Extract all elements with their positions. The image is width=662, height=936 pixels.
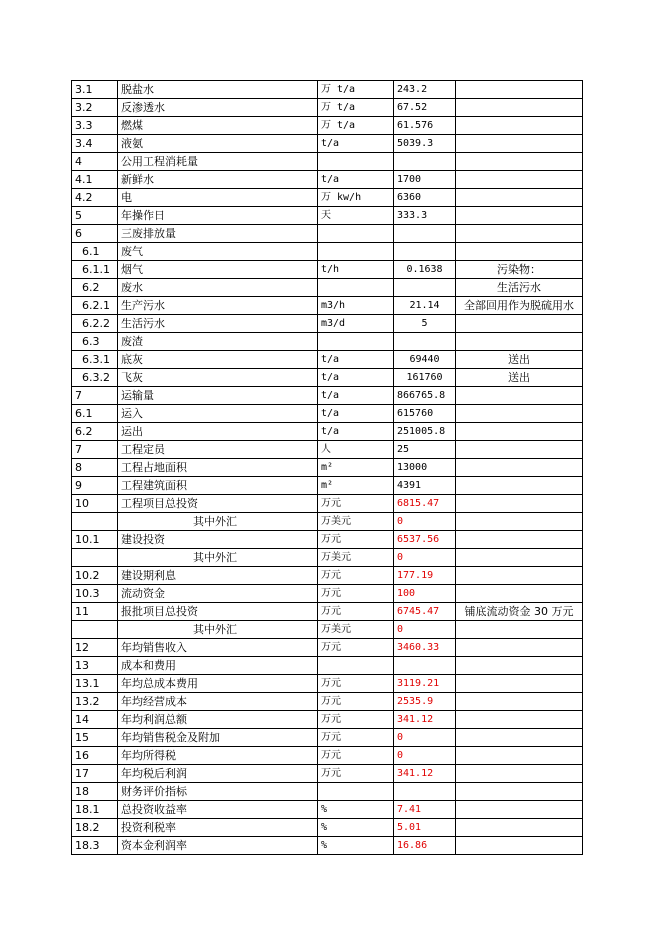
table-row bbox=[72, 567, 583, 585]
cell-item: 脱盐水 bbox=[118, 81, 318, 99]
cell-value: 25 bbox=[394, 441, 456, 459]
cell-idx: 6.1 bbox=[72, 243, 118, 261]
cell-value: 341.12 bbox=[394, 711, 456, 729]
cell-note bbox=[456, 135, 583, 153]
cell-item: 飞灰 bbox=[118, 369, 318, 387]
table-row bbox=[72, 513, 583, 531]
cell-value: 6815.47 bbox=[394, 495, 456, 513]
cell-idx: 7 bbox=[72, 441, 118, 459]
cell-item: 新鲜水 bbox=[118, 171, 318, 189]
cell-note bbox=[456, 711, 583, 729]
cell-value: 615760 bbox=[394, 405, 456, 423]
cell-item: 年均经营成本 bbox=[118, 693, 318, 711]
cell-idx: 3.3 bbox=[72, 117, 118, 135]
cell-note bbox=[456, 783, 583, 801]
cell-value: 4391 bbox=[394, 477, 456, 495]
cell-idx: 15 bbox=[72, 729, 118, 747]
cell-note bbox=[456, 495, 583, 513]
cell-unit: 万美元 bbox=[318, 549, 394, 567]
cell-value: 0.1638 bbox=[394, 261, 456, 279]
cell-item: 三废排放量 bbox=[118, 225, 318, 243]
cell-item: 建设投资 bbox=[118, 531, 318, 549]
cell-value: 6745.47 bbox=[394, 603, 456, 621]
cell-unit: 万元 bbox=[318, 531, 394, 549]
cell-unit: 万元 bbox=[318, 495, 394, 513]
cell-unit: t/a bbox=[318, 405, 394, 423]
table-row bbox=[72, 387, 583, 405]
cell-item: 液氨 bbox=[118, 135, 318, 153]
cell-value: 21.14 bbox=[394, 297, 456, 315]
cell-value: 177.19 bbox=[394, 567, 456, 585]
cell-idx: 6.2.2 bbox=[72, 315, 118, 333]
table-row bbox=[72, 693, 583, 711]
cell-note: 全部回用作为脱硫用水 bbox=[456, 297, 583, 315]
table-row bbox=[72, 189, 583, 207]
cell-unit: m² bbox=[318, 477, 394, 495]
cell-note bbox=[456, 639, 583, 657]
table-row bbox=[72, 351, 583, 369]
cell-unit: m3/h bbox=[318, 297, 394, 315]
cell-note bbox=[456, 225, 583, 243]
table-row bbox=[72, 225, 583, 243]
cell-item: 其中外汇 bbox=[118, 513, 318, 531]
cell-unit: t/a bbox=[318, 351, 394, 369]
cell-value: 6537.56 bbox=[394, 531, 456, 549]
cell-item: 报批项目总投资 bbox=[118, 603, 318, 621]
cell-note bbox=[456, 657, 583, 675]
cell-item: 底灰 bbox=[118, 351, 318, 369]
cell-unit: t/a bbox=[318, 135, 394, 153]
cell-value: 3119.21 bbox=[394, 675, 456, 693]
cell-note: 送出 bbox=[456, 369, 583, 387]
cell-value: 5039.3 bbox=[394, 135, 456, 153]
cell-item: 年均税后利润 bbox=[118, 765, 318, 783]
cell-value: 5.01 bbox=[394, 819, 456, 837]
cell-value: 333.3 bbox=[394, 207, 456, 225]
table-row bbox=[72, 423, 583, 441]
table-row bbox=[72, 135, 583, 153]
cell-item: 工程项目总投资 bbox=[118, 495, 318, 513]
cell-unit: m² bbox=[318, 459, 394, 477]
cell-unit: t/a bbox=[318, 387, 394, 405]
cell-idx: 18.3 bbox=[72, 837, 118, 855]
table-row bbox=[72, 243, 583, 261]
cell-unit bbox=[318, 153, 394, 171]
cell-idx: 3.2 bbox=[72, 99, 118, 117]
cell-idx: 6 bbox=[72, 225, 118, 243]
cell-item: 公用工程消耗量 bbox=[118, 153, 318, 171]
table-row bbox=[72, 333, 583, 351]
cell-idx: 6.2 bbox=[72, 279, 118, 297]
cell-idx: 4.2 bbox=[72, 189, 118, 207]
cell-unit: 万元 bbox=[318, 693, 394, 711]
cell-unit: t/a bbox=[318, 423, 394, 441]
cell-unit: m3/d bbox=[318, 315, 394, 333]
cell-unit: 人 bbox=[318, 441, 394, 459]
cell-note bbox=[456, 729, 583, 747]
cell-idx: 13.1 bbox=[72, 675, 118, 693]
cell-value: 13000 bbox=[394, 459, 456, 477]
cell-value: 0 bbox=[394, 747, 456, 765]
cell-value bbox=[394, 225, 456, 243]
cell-idx: 9 bbox=[72, 477, 118, 495]
table-row bbox=[72, 747, 583, 765]
cell-unit: 万元 bbox=[318, 639, 394, 657]
cell-note bbox=[456, 819, 583, 837]
cell-idx: 6.3 bbox=[72, 333, 118, 351]
table-row bbox=[72, 675, 583, 693]
cell-note bbox=[456, 621, 583, 639]
cell-unit: 万元 bbox=[318, 711, 394, 729]
table-row bbox=[72, 801, 583, 819]
table-row bbox=[72, 279, 583, 297]
cell-value bbox=[394, 243, 456, 261]
table-row bbox=[72, 171, 583, 189]
cell-note bbox=[456, 837, 583, 855]
cell-value: 341.12 bbox=[394, 765, 456, 783]
cell-value: 0 bbox=[394, 513, 456, 531]
cell-value: 61.576 bbox=[394, 117, 456, 135]
cell-note bbox=[456, 765, 583, 783]
cell-note bbox=[456, 153, 583, 171]
cell-idx: 3.1 bbox=[72, 81, 118, 99]
cell-item: 废渣 bbox=[118, 333, 318, 351]
cell-note bbox=[456, 207, 583, 225]
cell-idx: 11 bbox=[72, 603, 118, 621]
cell-item: 运入 bbox=[118, 405, 318, 423]
cell-note bbox=[456, 585, 583, 603]
table-row bbox=[72, 441, 583, 459]
cell-idx: 14 bbox=[72, 711, 118, 729]
cell-note: 生活污水 bbox=[456, 279, 583, 297]
table-row bbox=[72, 729, 583, 747]
cell-value bbox=[394, 279, 456, 297]
table-row bbox=[72, 711, 583, 729]
table-row bbox=[72, 765, 583, 783]
cell-note bbox=[456, 189, 583, 207]
cell-item: 工程占地面积 bbox=[118, 459, 318, 477]
table-row bbox=[72, 315, 583, 333]
cell-idx: 4 bbox=[72, 153, 118, 171]
cell-note bbox=[456, 531, 583, 549]
cell-note bbox=[456, 693, 583, 711]
cell-unit: 万元 bbox=[318, 729, 394, 747]
cell-unit: 万元 bbox=[318, 567, 394, 585]
cell-unit: 万 t/a bbox=[318, 99, 394, 117]
cell-item: 资本金利润率 bbox=[118, 837, 318, 855]
cell-idx: 7 bbox=[72, 387, 118, 405]
cell-idx: 10 bbox=[72, 495, 118, 513]
cell-unit: % bbox=[318, 837, 394, 855]
cell-note bbox=[456, 567, 583, 585]
cell-idx: 6.1.1 bbox=[72, 261, 118, 279]
cell-idx: 10.3 bbox=[72, 585, 118, 603]
table-row bbox=[72, 531, 583, 549]
cell-idx: 6.1 bbox=[72, 405, 118, 423]
cell-note bbox=[456, 459, 583, 477]
table-row bbox=[72, 99, 583, 117]
cell-note bbox=[456, 117, 583, 135]
cell-note bbox=[456, 315, 583, 333]
cell-value: 67.52 bbox=[394, 99, 456, 117]
cell-value: 161760 bbox=[394, 369, 456, 387]
cell-note bbox=[456, 549, 583, 567]
cell-item: 运出 bbox=[118, 423, 318, 441]
cell-value: 1700 bbox=[394, 171, 456, 189]
cell-item: 年均销售收入 bbox=[118, 639, 318, 657]
cell-note bbox=[456, 423, 583, 441]
cell-item: 总投资收益率 bbox=[118, 801, 318, 819]
cell-value bbox=[394, 333, 456, 351]
cell-note bbox=[456, 477, 583, 495]
cell-note bbox=[456, 675, 583, 693]
cell-unit: 万 t/a bbox=[318, 117, 394, 135]
cell-item: 电 bbox=[118, 189, 318, 207]
cell-unit: t/a bbox=[318, 171, 394, 189]
cell-item: 投资利税率 bbox=[118, 819, 318, 837]
table-row bbox=[72, 495, 583, 513]
cell-idx: 13 bbox=[72, 657, 118, 675]
cell-idx: 16 bbox=[72, 747, 118, 765]
cell-idx: 13.2 bbox=[72, 693, 118, 711]
cell-value: 3460.33 bbox=[394, 639, 456, 657]
table-row bbox=[72, 369, 583, 387]
cell-unit bbox=[318, 657, 394, 675]
cell-item: 反渗透水 bbox=[118, 99, 318, 117]
cell-item: 生产污水 bbox=[118, 297, 318, 315]
cell-value: 866765.8 bbox=[394, 387, 456, 405]
cell-unit: 万美元 bbox=[318, 513, 394, 531]
cell-idx: 4.1 bbox=[72, 171, 118, 189]
cell-note bbox=[456, 405, 583, 423]
table-body bbox=[72, 81, 583, 855]
cell-unit: % bbox=[318, 819, 394, 837]
cell-unit: t/a bbox=[318, 369, 394, 387]
cell-note bbox=[456, 81, 583, 99]
table-row bbox=[72, 603, 583, 621]
cell-note bbox=[456, 801, 583, 819]
table-row bbox=[72, 549, 583, 567]
cell-idx: 3.4 bbox=[72, 135, 118, 153]
cell-idx: 10.1 bbox=[72, 531, 118, 549]
cell-idx: 5 bbox=[72, 207, 118, 225]
cell-idx: 6.2 bbox=[72, 423, 118, 441]
cell-idx bbox=[72, 513, 118, 531]
cell-idx: 18 bbox=[72, 783, 118, 801]
cell-item: 燃煤 bbox=[118, 117, 318, 135]
cell-idx: 8 bbox=[72, 459, 118, 477]
cell-unit: 万 kw/h bbox=[318, 189, 394, 207]
cell-item: 年均所得税 bbox=[118, 747, 318, 765]
cell-value: 6360 bbox=[394, 189, 456, 207]
table-row bbox=[72, 297, 583, 315]
cell-unit: 万 t/a bbox=[318, 81, 394, 99]
cell-idx: 12 bbox=[72, 639, 118, 657]
cell-value: 69440 bbox=[394, 351, 456, 369]
cell-note: 送出 bbox=[456, 351, 583, 369]
cell-item: 生活污水 bbox=[118, 315, 318, 333]
cell-unit: 万元 bbox=[318, 675, 394, 693]
cell-item: 年操作日 bbox=[118, 207, 318, 225]
table-row bbox=[72, 621, 583, 639]
cell-value: 0 bbox=[394, 549, 456, 567]
cell-item: 年均销售税金及附加 bbox=[118, 729, 318, 747]
cell-item: 废水 bbox=[118, 279, 318, 297]
cell-idx: 6.3.1 bbox=[72, 351, 118, 369]
cell-unit bbox=[318, 243, 394, 261]
cell-unit bbox=[318, 225, 394, 243]
cell-unit: 天 bbox=[318, 207, 394, 225]
cell-idx bbox=[72, 549, 118, 567]
cell-value: 243.2 bbox=[394, 81, 456, 99]
cell-note bbox=[456, 513, 583, 531]
cell-item: 其中外汇 bbox=[118, 549, 318, 567]
cell-value: 16.86 bbox=[394, 837, 456, 855]
cell-value: 0 bbox=[394, 621, 456, 639]
table-row bbox=[72, 783, 583, 801]
cell-item: 建设期利息 bbox=[118, 567, 318, 585]
cell-unit: 万元 bbox=[318, 765, 394, 783]
cell-value: 251005.8 bbox=[394, 423, 456, 441]
cell-item: 其中外汇 bbox=[118, 621, 318, 639]
table-row bbox=[72, 477, 583, 495]
cell-item: 成本和费用 bbox=[118, 657, 318, 675]
cell-note bbox=[456, 387, 583, 405]
cell-unit: 万元 bbox=[318, 585, 394, 603]
cell-value: 5 bbox=[394, 315, 456, 333]
cell-item: 工程建筑面积 bbox=[118, 477, 318, 495]
cell-value bbox=[394, 153, 456, 171]
cell-item: 年均总成本费用 bbox=[118, 675, 318, 693]
table-row bbox=[72, 837, 583, 855]
cell-note bbox=[456, 333, 583, 351]
cell-unit bbox=[318, 279, 394, 297]
cell-value bbox=[394, 783, 456, 801]
cell-idx: 18.1 bbox=[72, 801, 118, 819]
cell-idx: 6.3.2 bbox=[72, 369, 118, 387]
cell-item: 烟气 bbox=[118, 261, 318, 279]
table-row bbox=[72, 153, 583, 171]
cell-unit: 万元 bbox=[318, 603, 394, 621]
cell-idx: 17 bbox=[72, 765, 118, 783]
cell-idx bbox=[72, 621, 118, 639]
cell-item: 流动资金 bbox=[118, 585, 318, 603]
table-row bbox=[72, 657, 583, 675]
cell-item: 运输量 bbox=[118, 387, 318, 405]
cell-note: 铺底流动资金 30 万元 bbox=[456, 603, 583, 621]
cell-idx: 10.2 bbox=[72, 567, 118, 585]
cell-note: 污染物： bbox=[456, 261, 583, 279]
cell-unit bbox=[318, 333, 394, 351]
table-row bbox=[72, 207, 583, 225]
cell-value bbox=[394, 657, 456, 675]
cell-unit bbox=[318, 783, 394, 801]
cell-item: 废气 bbox=[118, 243, 318, 261]
cell-unit: % bbox=[318, 801, 394, 819]
table-row bbox=[72, 819, 583, 837]
cell-note bbox=[456, 747, 583, 765]
table-row bbox=[72, 459, 583, 477]
cell-note bbox=[456, 441, 583, 459]
cell-value: 100 bbox=[394, 585, 456, 603]
data-table bbox=[71, 80, 583, 855]
table-row bbox=[72, 81, 583, 99]
cell-item: 工程定员 bbox=[118, 441, 318, 459]
cell-unit: t/h bbox=[318, 261, 394, 279]
table-row bbox=[72, 639, 583, 657]
table-row bbox=[72, 405, 583, 423]
table-row bbox=[72, 261, 583, 279]
cell-unit: 万美元 bbox=[318, 621, 394, 639]
cell-value: 7.41 bbox=[394, 801, 456, 819]
cell-note bbox=[456, 243, 583, 261]
cell-idx: 18.2 bbox=[72, 819, 118, 837]
table-row bbox=[72, 585, 583, 603]
cell-unit: 万元 bbox=[318, 747, 394, 765]
cell-value: 0 bbox=[394, 729, 456, 747]
cell-value: 2535.9 bbox=[394, 693, 456, 711]
cell-idx: 6.2.1 bbox=[72, 297, 118, 315]
cell-item: 年均利润总额 bbox=[118, 711, 318, 729]
table-row bbox=[72, 117, 583, 135]
cell-item: 财务评价指标 bbox=[118, 783, 318, 801]
cell-note bbox=[456, 171, 583, 189]
cell-note bbox=[456, 99, 583, 117]
